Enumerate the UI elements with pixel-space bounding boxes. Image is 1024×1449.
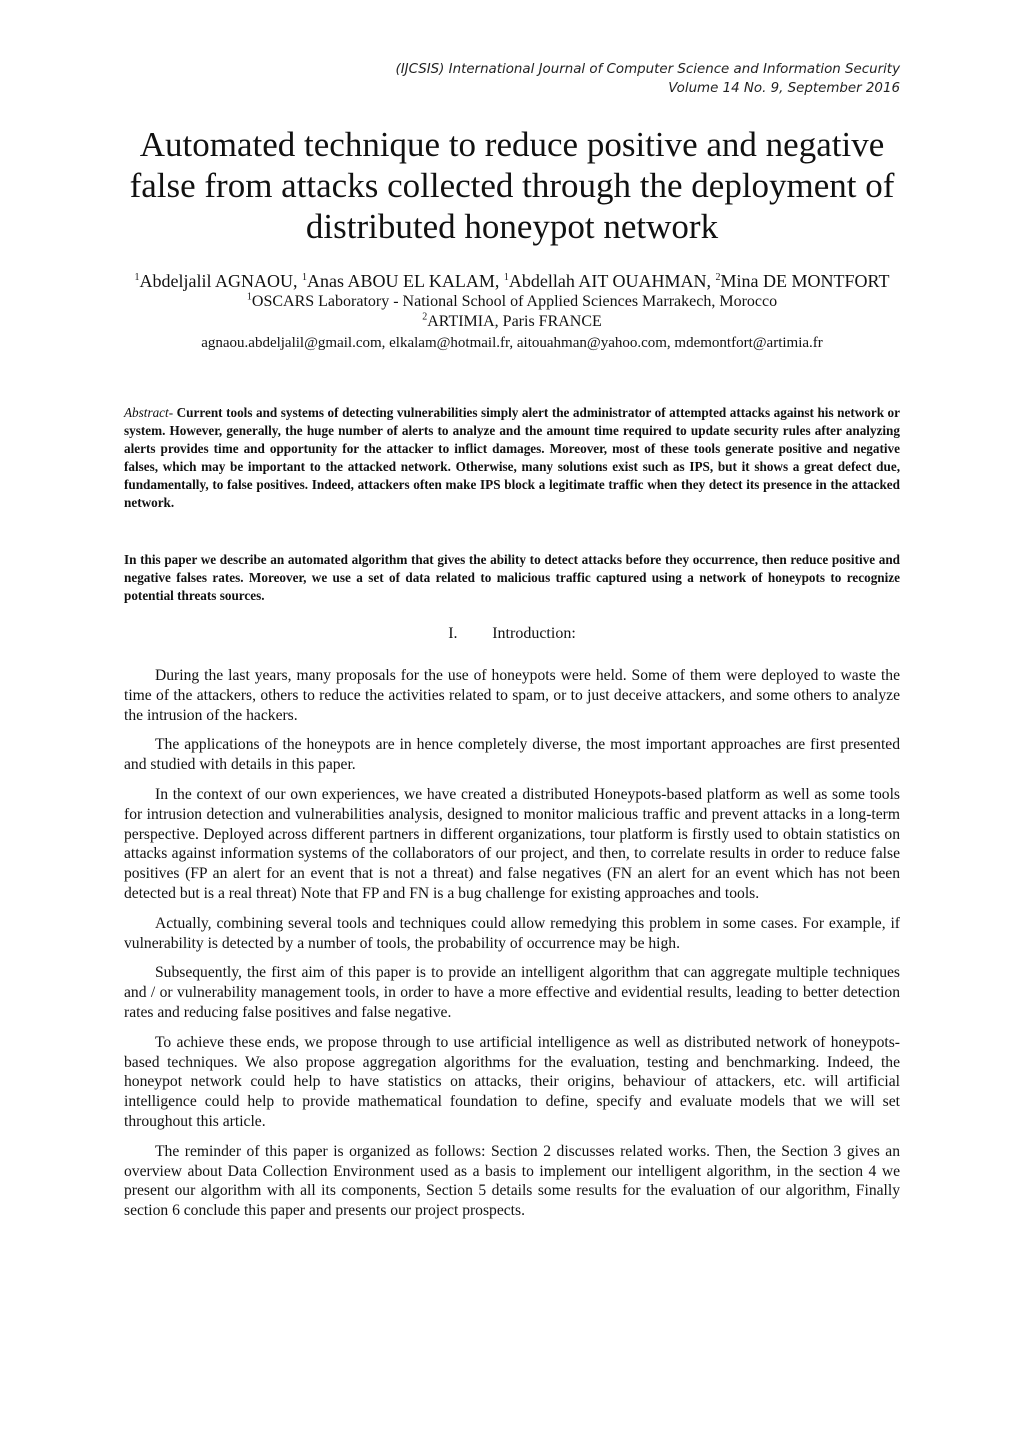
section-heading	[124, 624, 900, 644]
affiliation: $^1$OSCARS Laboratory - National School of Applied Sciences Marrakech, Morocco	[246, 291, 778, 310]
author: $^1$Abdellah AIT OUAHMAN,	[503, 271, 712, 291]
paper-title: Automated technique to reduce positive and negative false from attacks collected through the deployment of distributed honeypot network	[129, 125, 895, 246]
journal-name: (IJCSIS) International Journal of Computer Science and Information Security	[395, 62, 900, 77]
author: $^1$Abdeljalil AGNAOU,	[134, 271, 298, 291]
author: $^1$Anas ABOU EL KALAM,	[302, 271, 500, 291]
paragraph: The reminder of this paper is organized as follows: Section 2 discusses related works. Then, the Section 3 gives an overview about Data Collection Environment used as a basis to implement our intelligent algorithm, in the section 4 we present our algorithm with all its components, Section 5 details some results for the evaluation of our algorithm, Finally section 6 conclude this paper and presents our project prospects.	[124, 1142, 900, 1220]
section-title: Introduction:	[492, 625, 576, 642]
paragraph: Subsequently, the first aim of this paper is to provide an intelligent algorithm that can aggregate multiple techniques and / or vulnerability management tools, in order to have a more effective and evidential results, leading to better detection rates and reducing false positives and false negative.	[124, 964, 900, 1021]
abstract-text: Current tools and systems of detecting vulnerabilities simply alert the administrator of attempted attacks against his network or system. However, generally, the huge number of alerts to analyze and the amount time required to update security rules after analyzing alerts provides time and opportunity for the attacker to inflict damages. Moreover, most of these tools generate positive and negative falses, which may be important to the attacked network. Otherwise, many solutions exist such as IPS, but it shows a great defect due, fundamentally, to false positives. Indeed, attackers often make IPS block a legitimate traffic when they detect its presence in the attacked network.	[124, 405, 901, 510]
author-emails: agnaou.abdeljalil@gmail.com, elkalam@hotmail.fr, aitouahman@yahoo.com, mdemontfort@artimia.fr	[201, 335, 823, 351]
authors-block	[124, 271, 900, 353]
affiliation: $^2$ARTIMIA, Paris FRANCE	[422, 311, 602, 330]
paper-summary: In this paper we describe an automated algorithm that gives the ability to detect attacks before they occurrence, then reduce positive and negative falses rates. Moreover, we use a set of data related to malicious traffic captured using a network of honeypots to recognize potential threats sources.	[124, 552, 900, 603]
abstract	[124, 404, 900, 511]
paragraph: Actually, combining several tools and techniques could allow remedying this problem in some cases. For example, if vulnerability is detected by a number of tools, the probability of occurrence may be high.	[124, 914, 900, 952]
paragraph: In the context of our own experiences, we have created a distributed Honeypots-based platform as well as some tools for intrusion detection and vulnerabilities analysis, designed to monitor malicious traffic and prevent attacks in a long-term perspective. Deployed across different partners in different organizations, tour platform is firstly used to obtain statistics on attacks against information systems of the collaborators of our project, and then, to correlate results in order to reduce false positives (FP an alert for an event that is not a threat) and false negatives (FN an alert for an event which has not been detected but is a real threat) Note that FP and FN is a bug challenge for existing approaches and tools.	[124, 785, 900, 902]
paragraph: To achieve these ends, we propose through to use artificial intelligence as well as distributed network of honeypots-based techniques. We also propose aggregation algorithms for the evaluation, testing and benchmarking. Indeed, the honeypot network could help to have statistics on attacks, their origins, behaviour of attackers, etc. will artificial intelligence could help to provide mathematical foundation to define, specify and evaluate models that we will set throughout this article.	[124, 1033, 900, 1130]
abstract-label: Abstract-	[124, 405, 174, 420]
paragraph: The applications of the honeypots are in hence completely diverse, the most important approaches are first presented and studied with details in this paper.	[124, 736, 900, 774]
author: $^2$Mina DE MONTFORT	[715, 271, 890, 291]
journal-volume: Volume 14 No. 9, September 2016	[668, 81, 900, 96]
body-text	[124, 666, 900, 1231]
author-list	[124, 271, 900, 292]
section-number: I.	[448, 625, 458, 642]
journal-header	[395, 60, 900, 98]
paragraph: During the last years, many proposals for the use of honeypots were held. Some of them were deployed to waste the time of the attackers, others to reduce the activities related to spam, or to just deceive attackers, and some others to analyze the intrusion of the hackers.	[124, 667, 900, 724]
